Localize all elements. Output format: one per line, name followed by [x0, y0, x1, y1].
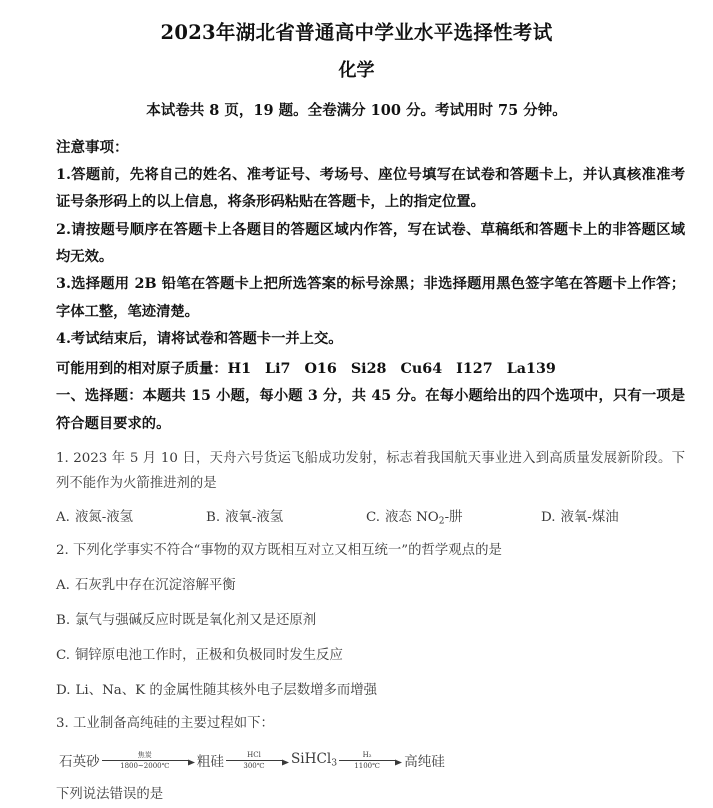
- question-2-option-d[interactable]: [56, 679, 685, 704]
- question-3-stem: [56, 712, 685, 737]
- option-d-letter: D.: [541, 509, 556, 525]
- atomic-mass-line: [28, 356, 685, 383]
- option-a-text: 石灰乳中存在沉淀溶解平衡: [74, 578, 236, 594]
- option-c-subscript: 2: [438, 516, 445, 527]
- question-1: [28, 447, 685, 530]
- atomic-mass-o: O16: [304, 360, 337, 377]
- reaction-arrow-1: [102, 751, 195, 770]
- option-d-letter: D.: [56, 682, 71, 698]
- reaction-arrow-3: [339, 751, 402, 770]
- scheme-product-3-text: 高纯硅: [404, 754, 445, 771]
- question-1-option-c[interactable]: [366, 506, 541, 531]
- notice-item-2: 2.请按题号顺序在答题卡上各题目的答题区域内作答，写在试卷、草稿纸和答题卡上的非答题区域均无效。: [56, 221, 685, 265]
- question-2-stem: [56, 539, 685, 564]
- question-2-option-a[interactable]: [56, 574, 685, 599]
- section-heading-multiple-choice: 一、选择题：本题共 15 小题，每小题 3 分，共 45 分。在每小题给出的四个选项中，只有一项是符合题目要求的。: [56, 388, 685, 432]
- option-c-letter: C.: [56, 647, 71, 663]
- reaction-scheme: [58, 750, 685, 770]
- atomic-mass-i: I127: [456, 360, 493, 377]
- scheme-product-2: [290, 751, 338, 769]
- scheme-product-1: [196, 750, 225, 770]
- option-c-text-pre: 液态 NO: [385, 509, 439, 525]
- question-1-option-a[interactable]: [56, 506, 206, 531]
- question-1-number: 1.: [56, 451, 69, 467]
- notice-section: [28, 137, 685, 354]
- atomic-mass-la: La139: [506, 360, 556, 377]
- question-1-option-b[interactable]: [206, 506, 366, 531]
- option-c-letter: C.: [366, 509, 381, 525]
- notice-item-4: 4.考试结束后，请将试卷和答题卡一并上交。: [56, 331, 343, 348]
- option-a-text: 液氮-液氢: [74, 509, 134, 525]
- option-a-letter: A.: [56, 578, 70, 594]
- question-1-options: [56, 506, 685, 531]
- option-b-letter: B.: [206, 509, 221, 525]
- question-1-option-d[interactable]: [541, 506, 619, 531]
- reaction-arrow-3-reagent: H₂: [362, 750, 372, 759]
- reaction-arrow-2-reagent: HCl: [247, 750, 261, 759]
- scheme-product-2-subscript: 3: [331, 757, 338, 769]
- question-3-tail: 下列说法错误的是: [56, 787, 164, 803]
- subject-title: 化学: [338, 60, 375, 82]
- option-c-text: 铜锌原电池工作时，正极和负极同时发生反应: [75, 647, 343, 663]
- reaction-arrow-1-condition: 1800~2000℃: [120, 761, 170, 770]
- atomic-mass-si: Si28: [350, 360, 387, 377]
- option-b-letter: B.: [56, 613, 71, 629]
- atomic-mass-li: Li7: [265, 360, 291, 377]
- atomic-mass-h: H1: [227, 360, 252, 377]
- scheme-product-3: [403, 750, 446, 770]
- option-b-text: 氯气与强碱反应时既是氧化剂又是还原剂: [75, 613, 317, 629]
- exam-info-line: 本试卷共 8 页，19 题。全卷满分 100 分。考试用时 75 分钟。: [146, 102, 567, 120]
- reaction-arrow-2-condition: 300℃: [243, 761, 265, 770]
- notice-item-3: 3.选择题用 2B 铅笔在答题卡上把所选答案的标号涂黑；非选择题用黑色签字笔在答题卡上作答；字体工整，笔迹清楚。: [56, 276, 685, 320]
- question-2-option-b[interactable]: [56, 609, 685, 634]
- question-1-text: 2023 年 5 月 10 日，天舟六号货运飞船成功发射，标志着我国航天事业进入到高质量发展新阶段。下列不能作为火箭推进剂的是: [56, 451, 685, 491]
- reaction-arrow-3-condition: 1100℃: [354, 761, 380, 770]
- option-d-text: 液氧-煤油: [560, 509, 619, 525]
- atomic-mass-cu: Cu64: [400, 360, 443, 377]
- question-3-text: 工业制备高纯硅的主要过程如下：: [73, 716, 274, 732]
- scheme-start-term: 石英砂: [59, 754, 100, 771]
- reaction-arrow-1-reagent: 焦炭: [137, 750, 152, 759]
- atomic-mass-label: 可能用到的相对原子质量：: [56, 360, 228, 377]
- question-2: [28, 539, 685, 703]
- reaction-arrow-2: [226, 751, 289, 770]
- option-c-text-post: -肼: [444, 509, 463, 525]
- notice-heading: 注意事项：: [56, 139, 129, 157]
- notice-item-1: 1.答题前，先将自己的姓名、准考证号、考场号、座位号填写在试卷和答题卡上，并认真核准准考证号条形码上的以上信息，将条形码粘贴在答题卡，上的指定位置。: [56, 166, 685, 211]
- scheme-product-1-text: 粗硅: [196, 754, 224, 771]
- question-2-number: 2.: [56, 543, 69, 559]
- question-2-text: 下列化学事实不符合“事物的双方既相互对立又相互统一”的哲学观点的是: [73, 543, 502, 559]
- question-1-stem: [56, 447, 685, 497]
- option-d-text: Li、Na、K 的金属性随其核外电子层数增多而增强: [75, 682, 378, 698]
- question-3-number: 3.: [56, 716, 69, 732]
- page-title: 2023年湖北省普通高中学业水平选择性考试: [160, 21, 553, 44]
- question-2-option-c[interactable]: [56, 644, 685, 669]
- option-b-text: 液氧-液氢: [225, 509, 284, 525]
- question-3: [28, 712, 685, 770]
- scheme-product-2-text: SiHCl: [290, 751, 332, 768]
- option-a-letter: A.: [56, 509, 70, 525]
